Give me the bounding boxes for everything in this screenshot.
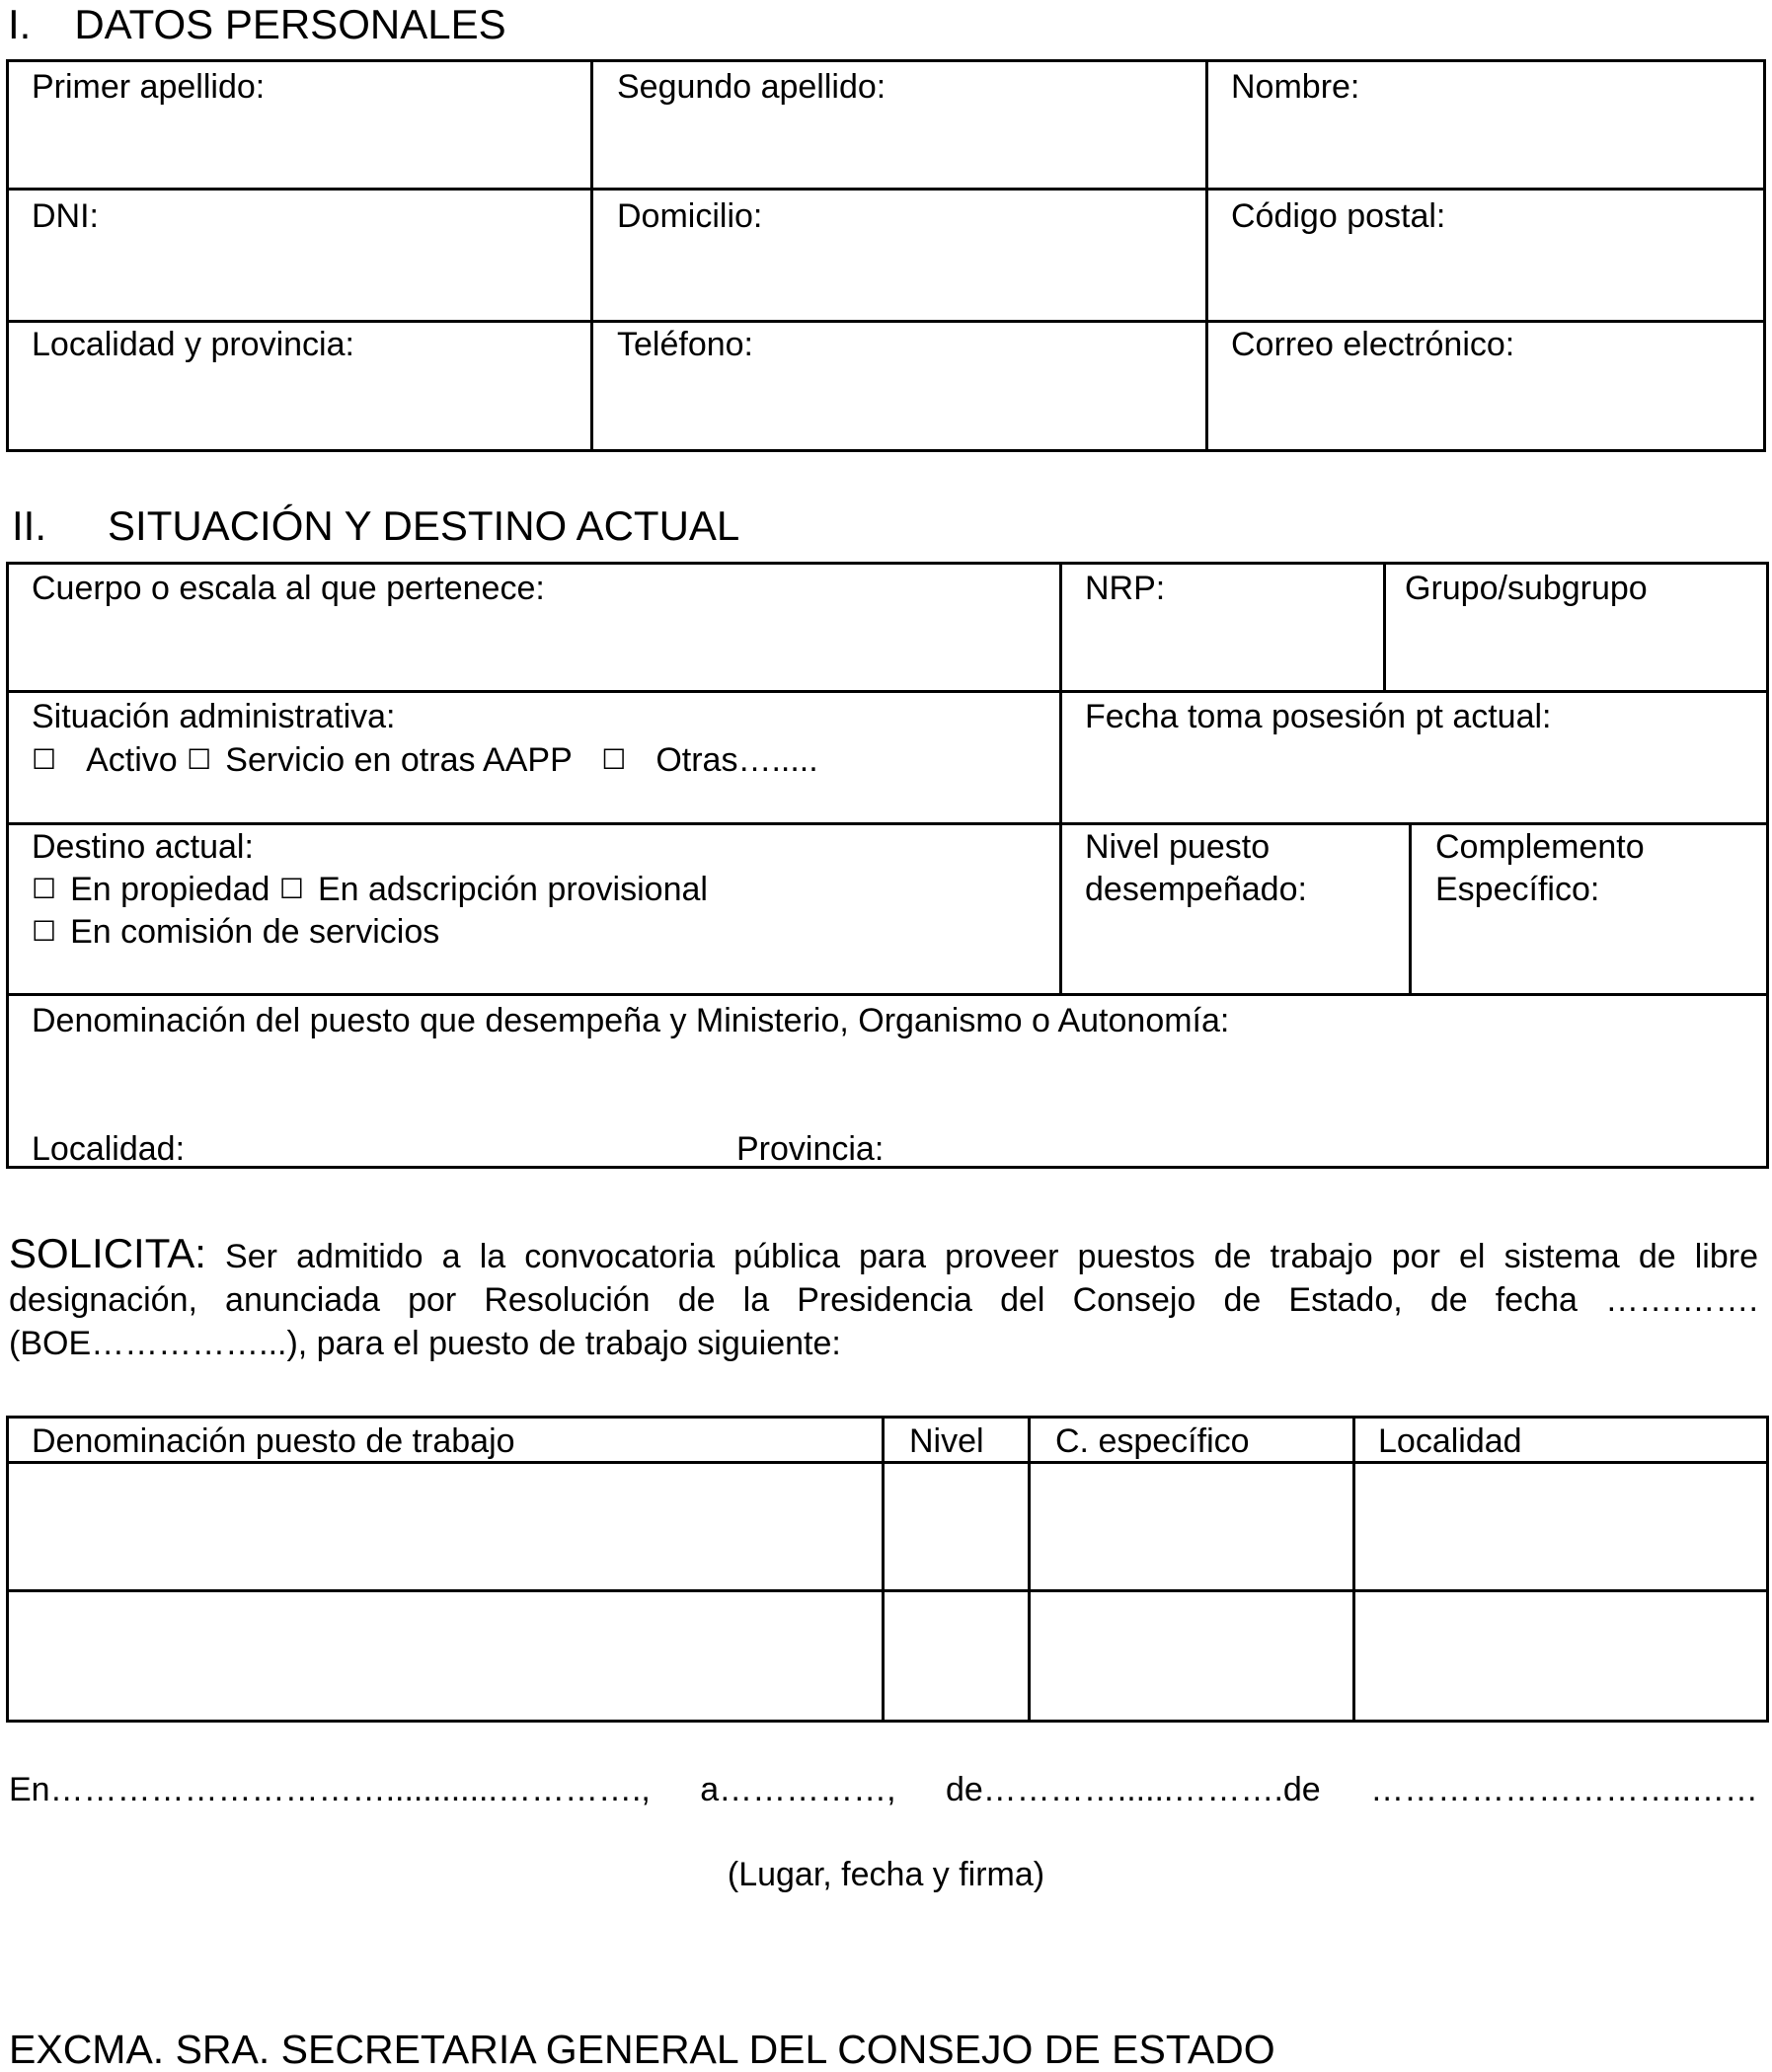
section-2-number: II. [12, 502, 47, 549]
destino-options-row-2 [32, 910, 439, 954]
nivel-puesto-line-2[interactable]: desempeñado: [1085, 871, 1307, 908]
complemento-line-1[interactable]: Complemento [1435, 828, 1645, 866]
situation-col-divider-main [1059, 562, 1062, 994]
section-1-number: I. [8, 1, 32, 47]
en-comision-checkbox[interactable]: ☐ [32, 915, 57, 948]
solicita-heading: SOLICITA: [9, 1230, 206, 1276]
otras-checkbox[interactable]: ☐ [601, 743, 627, 776]
complemento-line-2[interactable]: Específico: [1435, 871, 1600, 908]
telefono-field[interactable]: Teléfono: [617, 326, 753, 363]
fecha-toma-field[interactable]: Fecha toma posesión pt actual: [1085, 698, 1552, 735]
servicio-otras-aapp-checkbox[interactable]: ☐ [187, 743, 212, 776]
codigo-postal-field[interactable]: Código postal: [1231, 197, 1446, 235]
localidad-provincia-field[interactable]: Localidad y provincia: [32, 326, 354, 363]
solicita-paragraph [9, 1232, 1758, 1365]
table-row-2-localidad-cell[interactable] [1355, 1592, 1766, 1720]
grupo-field[interactable]: Grupo/subgrupo [1405, 570, 1648, 607]
localidad-field[interactable]: Localidad: [32, 1130, 186, 1168]
dni-field[interactable]: DNI: [32, 197, 99, 235]
nivel-puesto-line-1[interactable]: Nivel puesto [1085, 828, 1271, 866]
situation-col-divider-nrp [1383, 562, 1386, 691]
situacion-label: Situación administrativa: [32, 698, 396, 735]
en-adscripcion-label: En adscripción provisional [317, 871, 708, 908]
table-row-2-especifico-cell[interactable] [1031, 1592, 1352, 1720]
header-localidad: Localidad [1378, 1422, 1522, 1460]
table-row-1-denominacion-cell[interactable] [9, 1464, 882, 1589]
activo-checkbox[interactable]: ☐ [32, 743, 57, 776]
table-row-1-especifico-cell[interactable] [1031, 1464, 1352, 1589]
section-1-heading: DATOS PERSONALES [74, 1, 506, 47]
table-row-2-nivel-cell[interactable] [885, 1592, 1028, 1720]
table-row-2-denominacion-cell[interactable] [9, 1592, 882, 1720]
section-1-title [8, 1, 506, 47]
signature-date-line[interactable]: En…………………………............…………., a……………, de…………......……….de ………………………..…… [9, 1771, 1758, 1808]
en-propiedad-label: En propiedad [70, 871, 270, 908]
denominacion-field[interactable]: Denominación del puesto que desempeña y Ministerio, Organismo o Autonomía: [32, 1002, 1230, 1039]
section-2-heading: SITUACIÓN Y DESTINO ACTUAL [108, 502, 740, 549]
situation-row-divider-1 [6, 690, 1769, 693]
domicilio-field[interactable]: Domicilio: [617, 197, 763, 235]
otras-label: Otras…..... [655, 741, 818, 779]
personal-col-divider-2 [1205, 59, 1208, 452]
header-c-especifico: C. específico [1055, 1422, 1250, 1460]
solicita-text: Ser admitido a la convocatoria pública para proveer puestos de trabajo por el sistema de libre designación, anunciada por Resolución de la Presidencia del Consejo de Estado, de fecha …….……. (BOE……………...), para el puesto de trabajo siguiente: [9, 1238, 1758, 1362]
en-comision-label: En comisión de servicios [70, 913, 440, 951]
header-denominacion: Denominación puesto de trabajo [32, 1422, 515, 1460]
destino-label: Destino actual: [32, 828, 254, 866]
situation-col-divider-nivel [1409, 822, 1412, 994]
correo-field[interactable]: Correo electrónico: [1231, 326, 1515, 363]
activo-label: Activo [86, 741, 178, 779]
situation-row-divider-3 [6, 993, 1769, 996]
table-row-1-nivel-cell[interactable] [885, 1464, 1028, 1589]
cuerpo-field[interactable]: Cuerpo o escala al que pertenece: [32, 570, 545, 607]
en-adscripcion-checkbox[interactable]: ☐ [278, 873, 304, 905]
destino-options-row-1 [32, 868, 708, 911]
primer-apellido-field[interactable]: Primer apellido: [32, 68, 266, 106]
segundo-apellido-field[interactable]: Segundo apellido: [617, 68, 886, 106]
section-2-title [12, 502, 740, 549]
nrp-field[interactable]: NRP: [1085, 570, 1166, 607]
addressee: EXCMA. SRA. SECRETARIA GENERAL DEL CONSEJO DE ESTADO [9, 2027, 1275, 2072]
servicio-otras-aapp-label: Servicio en otras AAPP [225, 741, 573, 779]
header-nivel: Nivel [909, 1422, 984, 1460]
personal-data-table [6, 59, 1766, 452]
provincia-field[interactable]: Provincia: [736, 1130, 885, 1168]
personal-row-divider-1 [6, 188, 1766, 191]
signature-caption: (Lugar, fecha y firma) [727, 1856, 1045, 1893]
en-propiedad-checkbox[interactable]: ☐ [32, 873, 57, 905]
nombre-field[interactable]: Nombre: [1231, 68, 1360, 106]
situacion-options [32, 738, 818, 782]
table-row-1-localidad-cell[interactable] [1355, 1464, 1766, 1589]
personal-col-divider-1 [590, 59, 593, 452]
